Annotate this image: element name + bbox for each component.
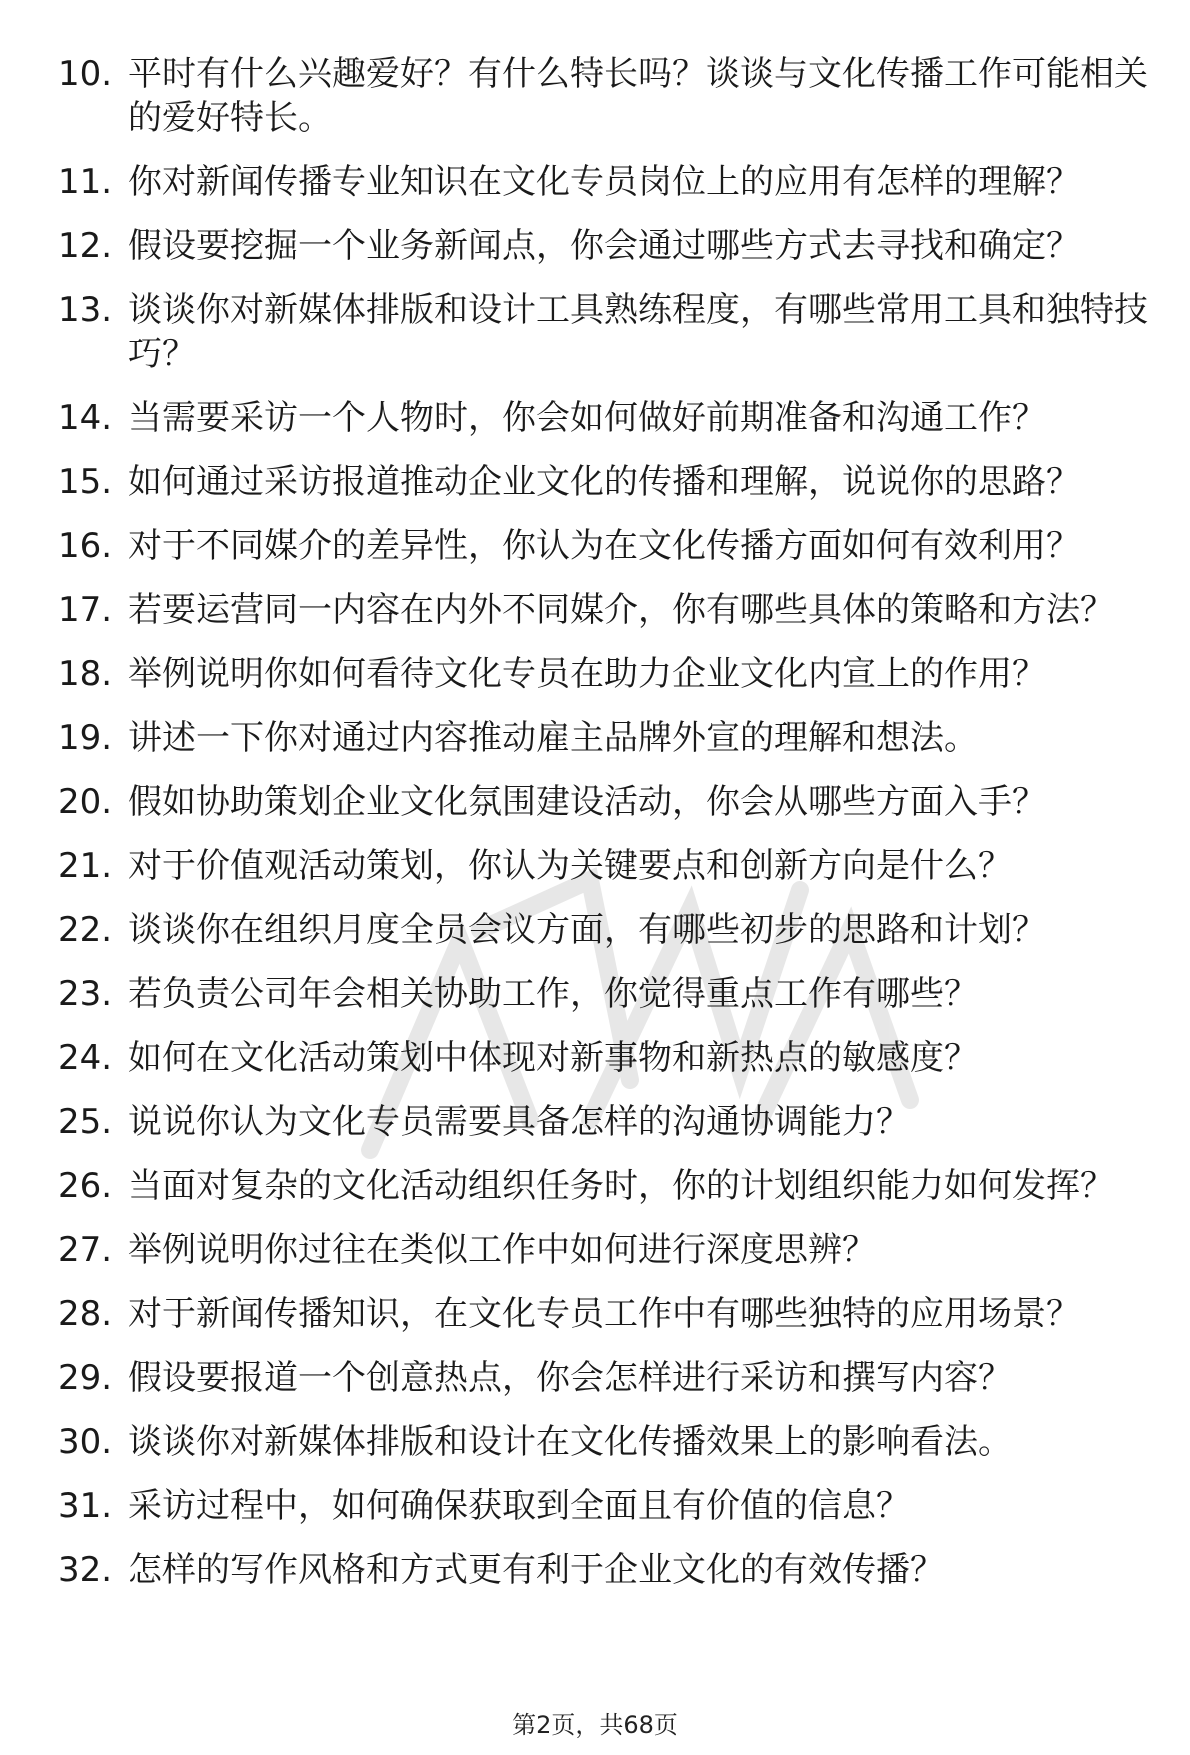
- list-item: [58, 1356, 1158, 1400]
- question-number: 28.: [58, 1294, 113, 1334]
- list-item: [58, 288, 1158, 376]
- question-text: 若负责公司年会相关协助工作，你觉得重点工作有哪些？: [128, 974, 978, 1014]
- question-number: 16.: [58, 526, 113, 566]
- list-item: [58, 780, 1158, 824]
- list-item: [58, 716, 1158, 760]
- question-text: 如何在文化活动策划中体现对新事物和新热点的敏感度？: [128, 1038, 978, 1078]
- question-number: 22.: [58, 910, 113, 950]
- question-number: 20.: [58, 782, 113, 822]
- list-item: [58, 1100, 1158, 1144]
- question-text: 平时有什么兴趣爱好？有什么特长吗？谈谈与文化传播工作可能相关的爱好特长。: [128, 54, 1148, 138]
- list-item: [58, 52, 1158, 140]
- question-number: 18.: [58, 654, 113, 694]
- list-item: [58, 1164, 1158, 1208]
- question-text: 采访过程中，如何确保获取到全面且有价值的信息？: [128, 1486, 910, 1526]
- question-number: 10.: [58, 54, 113, 94]
- question-number: 15.: [58, 462, 113, 502]
- list-item: [58, 652, 1158, 696]
- question-number: 11.: [58, 162, 113, 202]
- list-item: [58, 160, 1158, 204]
- question-text: 对于价值观活动策划，你认为关键要点和创新方向是什么？: [128, 846, 1012, 886]
- question-text: 当面对复杂的文化活动组织任务时，你的计划组织能力如何发挥？: [128, 1166, 1114, 1206]
- question-number: 13.: [58, 290, 113, 330]
- question-list: [58, 52, 1158, 1612]
- question-text: 对于新闻传播知识，在文化专员工作中有哪些独特的应用场景？: [128, 1294, 1080, 1334]
- question-number: 31.: [58, 1486, 113, 1526]
- question-number: 23.: [58, 974, 113, 1014]
- question-number: 29.: [58, 1358, 113, 1398]
- list-item: [58, 908, 1158, 952]
- list-item: [58, 1292, 1158, 1336]
- question-number: 12.: [58, 226, 113, 266]
- question-number: 32.: [58, 1550, 113, 1590]
- question-text: 谈谈你在组织月度全员会议方面，有哪些初步的思路和计划？: [128, 910, 1046, 950]
- question-text: 如何通过采访报道推动企业文化的传播和理解，说说你的思路？: [128, 462, 1080, 502]
- question-text: 怎样的写作风格和方式更有利于企业文化的有效传播？: [128, 1550, 944, 1590]
- question-text: 谈谈你对新媒体排版和设计在文化传播效果上的影响看法。: [128, 1422, 1012, 1462]
- question-number: 19.: [58, 718, 113, 758]
- question-number: 25.: [58, 1102, 113, 1142]
- question-number: 30.: [58, 1422, 113, 1462]
- list-item: [58, 1484, 1158, 1528]
- question-number: 24.: [58, 1038, 113, 1078]
- question-text: 谈谈你对新媒体排版和设计工具熟练程度，有哪些常用工具和独特技巧？: [128, 290, 1148, 374]
- question-number: 27.: [58, 1230, 113, 1270]
- question-text: 假设要挖掘一个业务新闻点，你会通过哪些方式去寻找和确定？: [128, 226, 1080, 266]
- list-item: [58, 972, 1158, 1016]
- question-text: 假如协助策划企业文化氛围建设活动，你会从哪些方面入手？: [128, 782, 1046, 822]
- question-number: 17.: [58, 590, 113, 630]
- list-item: [58, 1420, 1158, 1464]
- list-item: [58, 224, 1158, 268]
- question-text: 若要运营同一内容在内外不同媒介，你有哪些具体的策略和方法？: [128, 590, 1114, 630]
- question-number: 14.: [58, 398, 113, 438]
- question-text: 假设要报道一个创意热点，你会怎样进行采访和撰写内容？: [128, 1358, 1012, 1398]
- list-item: [58, 396, 1158, 440]
- question-number: 21.: [58, 846, 113, 886]
- question-text: 说说你认为文化专员需要具备怎样的沟通协调能力？: [128, 1102, 910, 1142]
- question-text: 举例说明你过往在类似工作中如何进行深度思辨？: [128, 1230, 876, 1270]
- question-text: 对于不同媒介的差异性，你认为在文化传播方面如何有效利用？: [128, 526, 1080, 566]
- list-item: [58, 460, 1158, 504]
- list-item: [58, 1228, 1158, 1272]
- page-number: 第2页，共68页: [512, 1711, 678, 1739]
- question-text: 讲述一下你对通过内容推动雇主品牌外宣的理解和想法。: [128, 718, 978, 758]
- question-text: 你对新闻传播专业知识在文化专员岗位上的应用有怎样的理解？: [128, 162, 1080, 202]
- list-item: [58, 844, 1158, 888]
- list-item: [58, 524, 1158, 568]
- question-text: 当需要采访一个人物时，你会如何做好前期准备和沟通工作？: [128, 398, 1046, 438]
- list-item: [58, 1036, 1158, 1080]
- list-item: [58, 1548, 1158, 1592]
- question-text: 举例说明你如何看待文化专员在助力企业文化内宣上的作用？: [128, 654, 1046, 694]
- list-item: [58, 588, 1158, 632]
- question-number: 26.: [58, 1166, 113, 1206]
